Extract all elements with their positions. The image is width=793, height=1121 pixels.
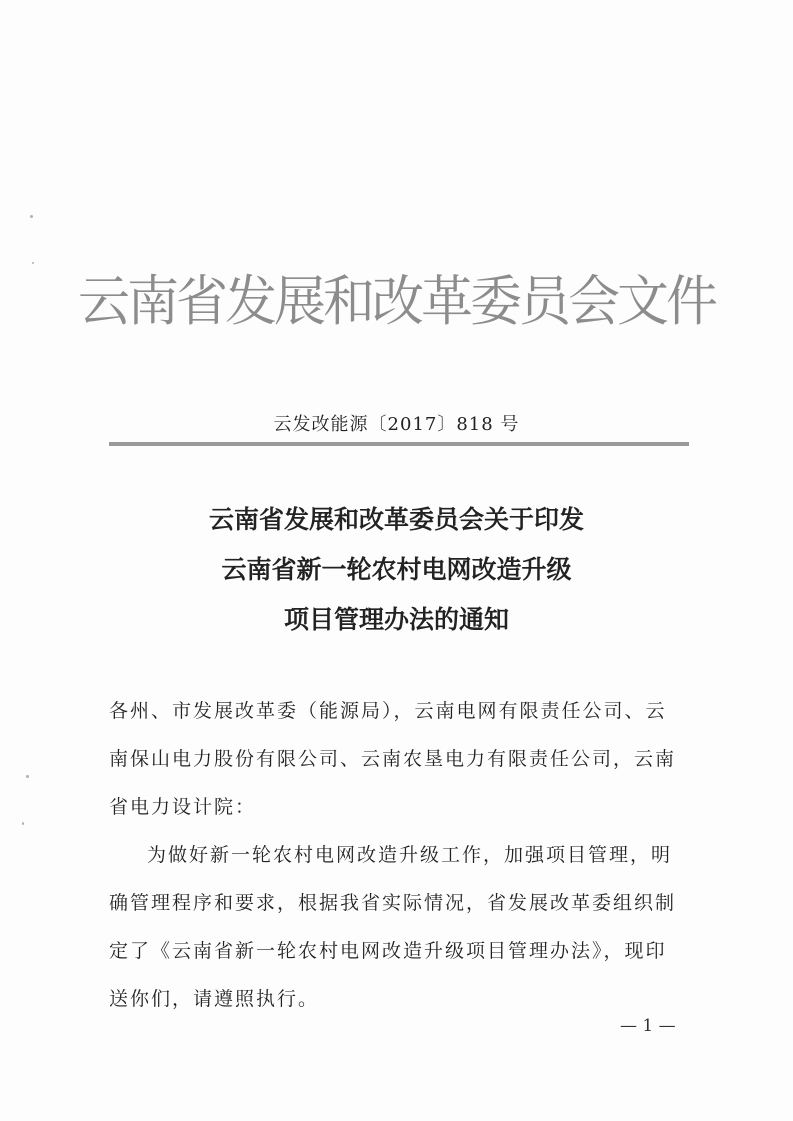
scan-speck (22, 822, 24, 825)
page-number: — 1 — (620, 1016, 676, 1036)
body-line-5: 确管理程序和要求，根据我省实际情况，省发展改革委组织制 (109, 892, 677, 914)
notice-title-line-2: 云南省新一轮农村电网改造升级 (221, 555, 572, 584)
scan-speck (26, 775, 29, 778)
notice-title-line-3: 项目管理办法的通知 (283, 605, 509, 634)
header-divider (109, 442, 689, 446)
body-line-7: 送你们，请遵照执行。 (109, 988, 320, 1010)
body-line-1: 各州、市发展改革委（能源局），云南电网有限责任公司、云 (109, 700, 667, 722)
body-line-6: 定了《云南省新一轮农村电网改造升级项目管理办法》，现印 (109, 940, 667, 962)
notice-title-line-1: 云南省发展和改革委员会关于印发 (208, 505, 584, 534)
document-number: 云发改能源〔2017〕818 号 (273, 414, 520, 435)
document-masthead: 云南省发展和改革委员会文件 (77, 270, 715, 334)
scan-speck (30, 215, 33, 218)
body-line-4: 为做好新一轮农村电网改造升级工作，加强项目管理，明 (147, 844, 673, 866)
body-line-3: 省电力设计院： (109, 796, 257, 818)
scan-speck (32, 262, 34, 264)
body-line-2: 南保山电力股份有限公司、云南农垦电力有限责任公司，云南 (109, 748, 677, 770)
